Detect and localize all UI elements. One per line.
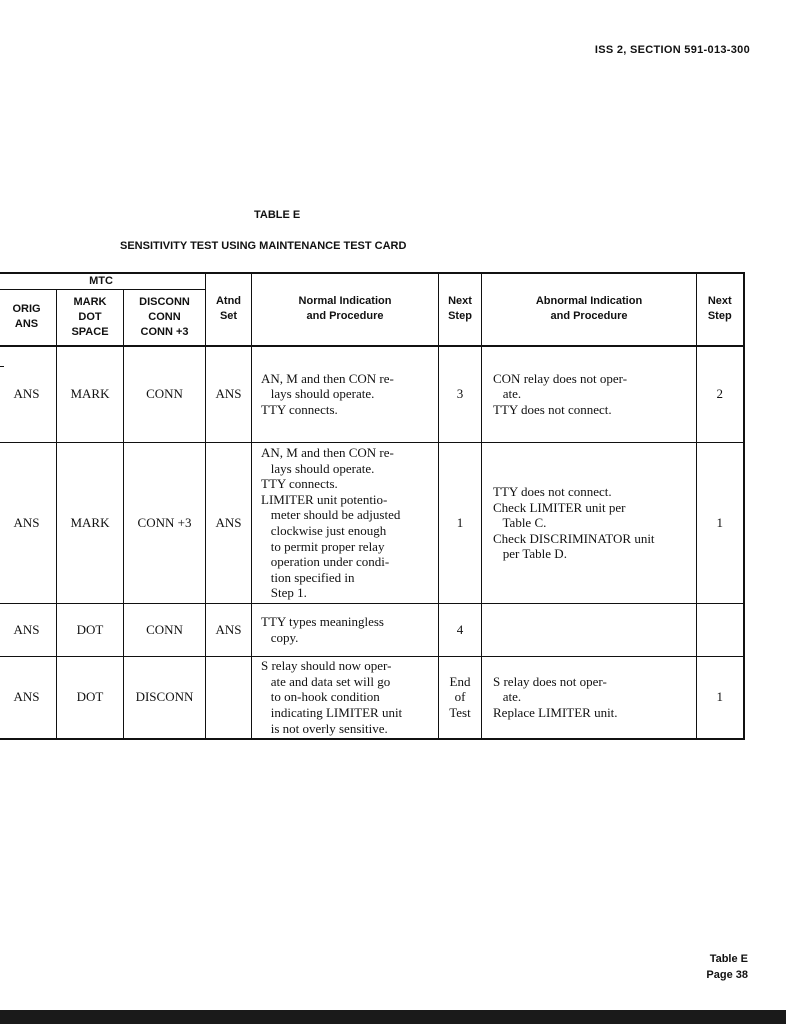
- cell-orig: ANS: [0, 346, 57, 443]
- mtc-group-header: MTC: [0, 273, 206, 290]
- page-footer: [706, 951, 748, 983]
- cell-orig: ANS: [0, 443, 57, 604]
- cell-conn: DISCONN: [124, 657, 206, 739]
- footer-table-label: Table E: [709, 953, 748, 965]
- cell-mark: MARK: [57, 443, 124, 604]
- cell-abnormal-indication: [482, 604, 697, 657]
- cell-abnormal-indication: CON relay does not oper- ate. TTY does not connect.: [482, 346, 697, 443]
- cell-normal-indication: AN, M and then CON re- lays should operate. TTY connects.: [252, 346, 439, 443]
- cell-normal-indication: TTY types meaningless copy.: [252, 604, 439, 657]
- cell-conn: CONN: [124, 604, 206, 657]
- cell-abnormal-indication: S relay does not oper- ate. Replace LIMITER unit.: [482, 657, 697, 739]
- cell-next-step-1: 1: [439, 443, 482, 604]
- cell-next-step-1: 4: [439, 604, 482, 657]
- col-header-abnormal-indication: Abnormal Indication and Procedure: [482, 273, 697, 346]
- cell-atnd: ANS: [206, 604, 252, 657]
- table-title: TABLE E: [254, 209, 301, 221]
- cell-next-step-2: 1: [697, 443, 744, 604]
- cell-atnd: ANS: [206, 443, 252, 604]
- cell-next-step-2: 1: [697, 657, 744, 739]
- cell-conn: CONN +3: [124, 443, 206, 604]
- cell-normal-indication: AN, M and then CON re- lays should operate. TTY connects. LIMITER unit potentio- meter should be adjusted clockwise just enough to permit proper relay operation under condi- tion specified in Step 1.: [252, 443, 439, 604]
- cell-atnd: ANS: [206, 346, 252, 443]
- col-header-normal-indication: Normal Indication and Procedure: [252, 273, 439, 346]
- col-header-mark-dot-space: MARK DOT SPACE: [57, 290, 124, 346]
- table-row: [0, 604, 744, 657]
- sensitivity-test-table: [0, 272, 745, 740]
- cell-conn: CONN: [124, 346, 206, 443]
- cell-orig: ANS: [0, 604, 57, 657]
- section-reference: ISS 2, SECTION 591-013-300: [594, 44, 750, 56]
- cell-mark: DOT: [57, 657, 124, 739]
- cell-mark: DOT: [57, 604, 124, 657]
- col-header-orig-ans: ORIG ANS: [0, 290, 57, 346]
- table-row: [0, 346, 744, 443]
- cell-mark: MARK: [57, 346, 124, 443]
- cell-orig: ANS: [0, 657, 57, 739]
- cell-next-step-1: End of Test: [439, 657, 482, 739]
- col-header-atnd-set: Atnd Set: [206, 273, 252, 346]
- col-header-next-step-2: Next Step: [697, 273, 744, 346]
- table-row: [0, 443, 744, 604]
- cell-normal-indication: S relay should now oper- ate and data set will go to on-hook condition indicating LIMITER unit is not overly sensitive.: [252, 657, 439, 739]
- table-subtitle: SENSITIVITY TEST USING MAINTENANCE TEST CARD: [120, 240, 407, 252]
- footer-page-number: Page 38: [706, 969, 748, 981]
- col-header-disconn-conn: DISCONN CONN CONN +3: [124, 290, 206, 346]
- cell-next-step-2: 2: [697, 346, 744, 443]
- cell-next-step-2: [697, 604, 744, 657]
- col-header-next-step-1: Next Step: [439, 273, 482, 346]
- cell-atnd: [206, 657, 252, 739]
- scan-edge-bar: [0, 1010, 786, 1024]
- cell-abnormal-indication: TTY does not connect. Check LIMITER unit per Table C. Check DISCRIMINATOR unit per Table D.: [482, 443, 697, 604]
- table-row: [0, 657, 744, 739]
- cell-next-step-1: 3: [439, 346, 482, 443]
